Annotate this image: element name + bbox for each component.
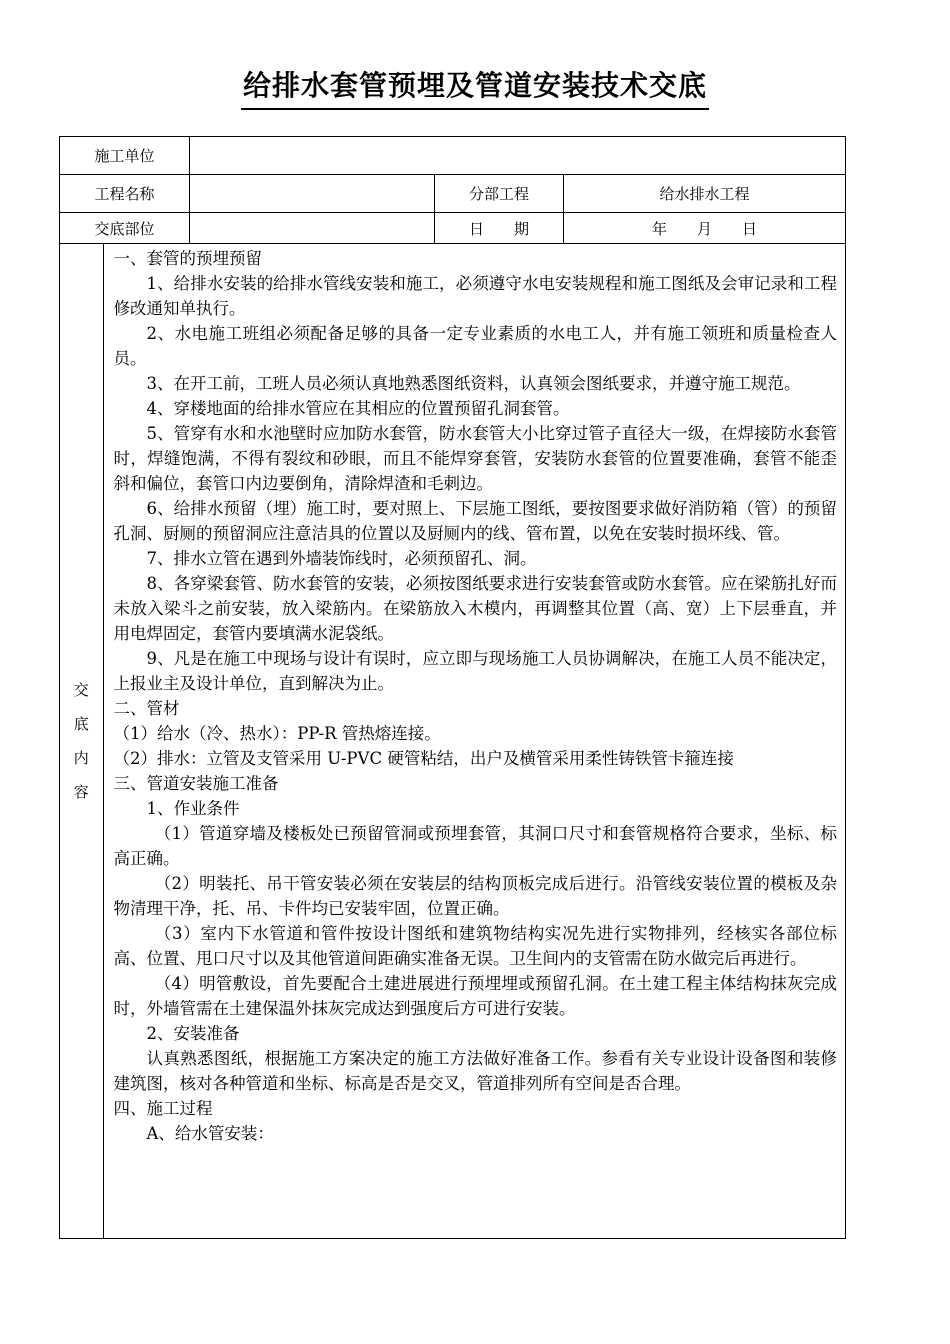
content-cell bbox=[60, 244, 846, 1239]
project-name-label: 工程名称 bbox=[60, 175, 190, 213]
section-1-item-7: 7、排水立管在遇到外墙装饰线时，必须预留孔、洞。 bbox=[146, 549, 537, 568]
section-3-item-2: （2）明装托、吊干管安装必须在安装层的结构顶板完成后进行。沿管线安装位置的模板及杂物清理干净，托、吊、卡件均已安装牢固，位置正确。 bbox=[113, 874, 838, 918]
subproject-value[interactable]: 给水排水工程 bbox=[564, 175, 846, 213]
section-1-item-8: 8、各穿梁套管、防水套管的安装，必须按图纸要求进行安装套管或防水套管。应在梁筋扎好而未放入梁斗之前安装，放入梁筋内。在梁筋放入木模内，再调整其位置（高、宽）上下层垂直，并用电焊固定，套管内要填满水泥袋纸。 bbox=[113, 574, 838, 643]
document-title-text: 给排水套管预埋及管道安装技术交底 bbox=[241, 66, 709, 110]
location-value[interactable] bbox=[190, 213, 435, 244]
section-4-subheading-a: A、给水管安装： bbox=[146, 1124, 274, 1143]
subproject-label: 分部工程 bbox=[435, 175, 564, 213]
content-inner-table bbox=[60, 244, 845, 1238]
date-value[interactable]: 年 月 日 bbox=[564, 213, 846, 244]
content-body-cell bbox=[103, 244, 845, 1238]
section-1-item-5: 5、管穿有水和水池壁时应加防水套管，防水套管大小比穿过管子直径大一级，在焊接防水套管时，焊缝饱满，不得有裂纹和砂眼，而且不能焊穿套管，安装防水套管的位置要准确，套管不能歪斜和偏位，套管口内边要倒角，清除焊渣和毛刺边。 bbox=[113, 424, 838, 493]
row-disclosure-location bbox=[60, 213, 846, 244]
date-label: 日 期 bbox=[435, 213, 564, 244]
disclosure-form-table bbox=[59, 136, 846, 1239]
side-label bbox=[60, 244, 103, 1238]
section-1-item-2: 2、水电施工班组必须配备足够的具备一定专业素质的水电工人，并有施工领班和质量检查人员。 bbox=[113, 324, 838, 368]
row-disclosure-content bbox=[60, 244, 846, 1239]
section-1-heading: 一、套管的预埋预留 bbox=[113, 249, 262, 268]
section-3-subheading-1: 1、作业条件 bbox=[146, 799, 240, 818]
side-char-3: 内 bbox=[73, 749, 89, 767]
project-name-value[interactable] bbox=[190, 175, 435, 213]
side-char-2: 底 bbox=[73, 715, 89, 733]
location-label: 交底部位 bbox=[60, 213, 190, 244]
side-char-4: 容 bbox=[73, 783, 89, 801]
section-1-item-9: 9、凡是在施工中现场与设计有误时，应立即与现场施工人员协调解决，在施工人员不能决定，上报业主及设计单位，直到解决为止。 bbox=[113, 649, 838, 693]
section-1-item-6: 6、给排水预留（埋）施工时，要对照上、下层施工图纸，要按图要求做好消防箱（管）的预留孔洞、厨厕的预留洞应注意洁具的位置以及厨厕内的线、管布置，以免在安装时损坏线、管。 bbox=[113, 499, 838, 543]
row-project-name bbox=[60, 175, 846, 213]
section-3-item-5: 认真熟悉图纸，根据施工方案决定的施工方法做好准备工作。参看有关专业设计设备图和装修建筑图，核对各种管道和坐标、标高是否是交叉，管道排列所有空间是否合理。 bbox=[113, 1049, 838, 1093]
section-3-heading: 三、管道安装施工准备 bbox=[113, 774, 279, 793]
section-3-item-1: （1）管道穿墙及楼板处已预留管洞或预埋套管，其洞口尺寸和套管规格符合要求，坐标、标高正确。 bbox=[113, 824, 838, 868]
unit-label: 施工单位 bbox=[60, 137, 190, 175]
document-title bbox=[0, 66, 950, 110]
section-1-item-1: 1、给排水安装的给排水管线安装和施工，必须遵守水电安装规程和施工图纸及会审记录和工程修改通知单执行。 bbox=[113, 274, 838, 318]
section-3-subheading-2: 2、安装准备 bbox=[146, 1024, 240, 1043]
row-construction-unit bbox=[60, 137, 846, 175]
unit-value[interactable] bbox=[190, 137, 846, 175]
section-2-item-2: （2）排水：立管及支管采用 U-PVC 硬管粘结，出户及横管采用柔性铸铁管卡箍连接 bbox=[113, 749, 734, 768]
section-1-item-3: 3、在开工前，工班人员必须认真地熟悉图纸资料，认真领会图纸要求，并遵守施工规范。 bbox=[146, 374, 801, 393]
side-char-1: 交 bbox=[73, 681, 89, 699]
section-1-item-4: 4、穿楼地面的给排水管应在其相应的位置预留孔洞套管。 bbox=[146, 399, 570, 418]
content-body bbox=[104, 244, 846, 1146]
section-3-item-3: （3）室内下水管道和管件按设计图纸和建筑物结构实况先进行实物排列，经核实各部位标高、位置、甩口尺寸以及其他管道间距确实准备无误。卫生间内的支管需在防水做完后再进行。 bbox=[113, 924, 838, 968]
section-4-heading: 四、施工过程 bbox=[113, 1099, 213, 1118]
section-2-heading: 二、管材 bbox=[113, 699, 180, 718]
section-3-item-4: （4）明管敷设，首先要配合土建进展进行预埋埋或预留孔洞。在土建工程主体结构抹灰完成时，外墙管需在土建保温外抹灰完成达到强度后方可进行安装。 bbox=[113, 974, 838, 1018]
section-2-item-1: （1）给水（冷、热水）：PP-R 管热熔连接。 bbox=[113, 724, 441, 743]
